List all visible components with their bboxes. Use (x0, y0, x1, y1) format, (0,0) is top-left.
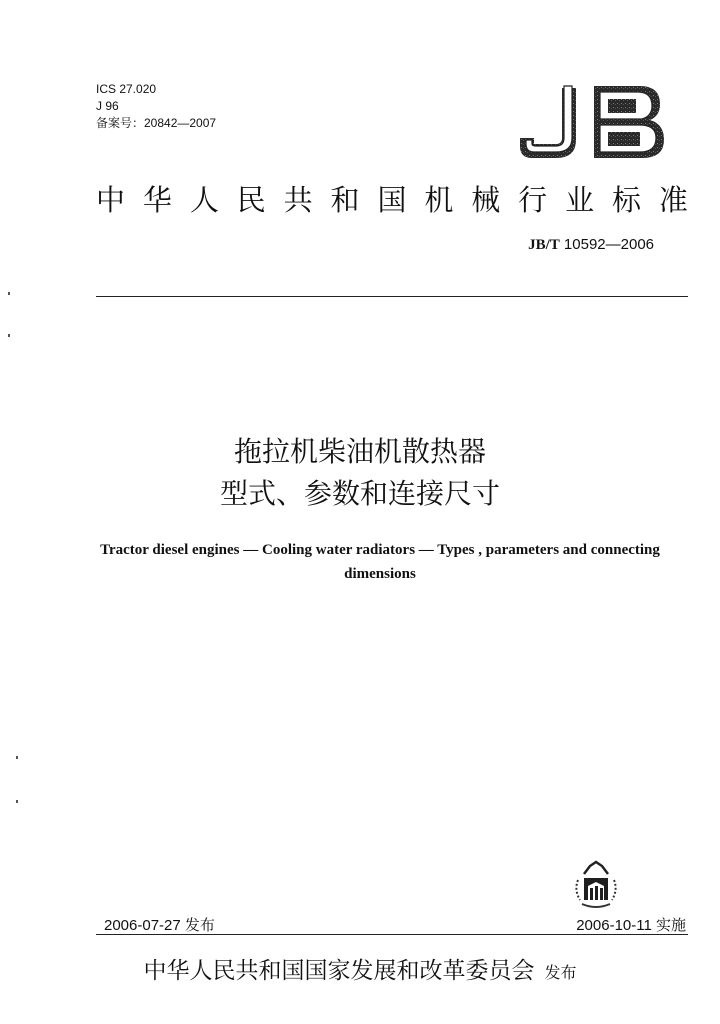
ics-code: ICS 27.020 (96, 82, 157, 96)
header-divider (96, 296, 688, 297)
category-char: 民 (236, 183, 266, 217)
category-char: 国 (377, 183, 407, 217)
category-char: 共 (283, 183, 313, 217)
standard-number-value: 10592—2006 (559, 236, 654, 253)
class-code: J 96 (96, 99, 119, 113)
issuing-authority (0, 956, 720, 988)
issuer-name: 中华人民共和国国家发展和改革委员会 (143, 958, 535, 984)
doc-title-line-1: 拖拉机柴油机散热器 (233, 435, 486, 468)
category-char: 械 (471, 183, 501, 217)
scan-speck (16, 800, 18, 803)
doc-title-line-2: 型式、参数和连接尺寸 (219, 477, 500, 510)
category-char: 标 (611, 183, 641, 217)
filing-number: 备案号：20842—2007 (96, 116, 217, 130)
english-title: Tractor diesel engines — Cooling water radiators — Types , parameters and connecting dimensions (100, 542, 660, 582)
issue-label: 发布 (544, 963, 577, 982)
scan-speck (8, 292, 10, 295)
category-char: 中 (96, 183, 126, 217)
authority-seal-icon (568, 856, 624, 912)
category-char: 和 (330, 183, 360, 217)
implementation-date: 2006-10-11 实施 (576, 917, 686, 934)
footer-divider (96, 934, 688, 935)
category-char: 机 (424, 183, 454, 217)
standard-category-title (96, 182, 688, 218)
jb-logo (516, 82, 666, 162)
category-char: 准 (658, 183, 688, 217)
category-char: 行 (518, 183, 548, 217)
category-char: 业 (565, 183, 595, 217)
category-char: 人 (189, 183, 219, 217)
standard-number-prefix: JB/T (528, 237, 560, 253)
scan-speck (16, 756, 18, 759)
category-char: 华 (142, 183, 172, 217)
standard-number (528, 236, 654, 254)
issue-date: 2006-07-27 发布 (104, 917, 215, 934)
scan-speck (8, 334, 10, 337)
